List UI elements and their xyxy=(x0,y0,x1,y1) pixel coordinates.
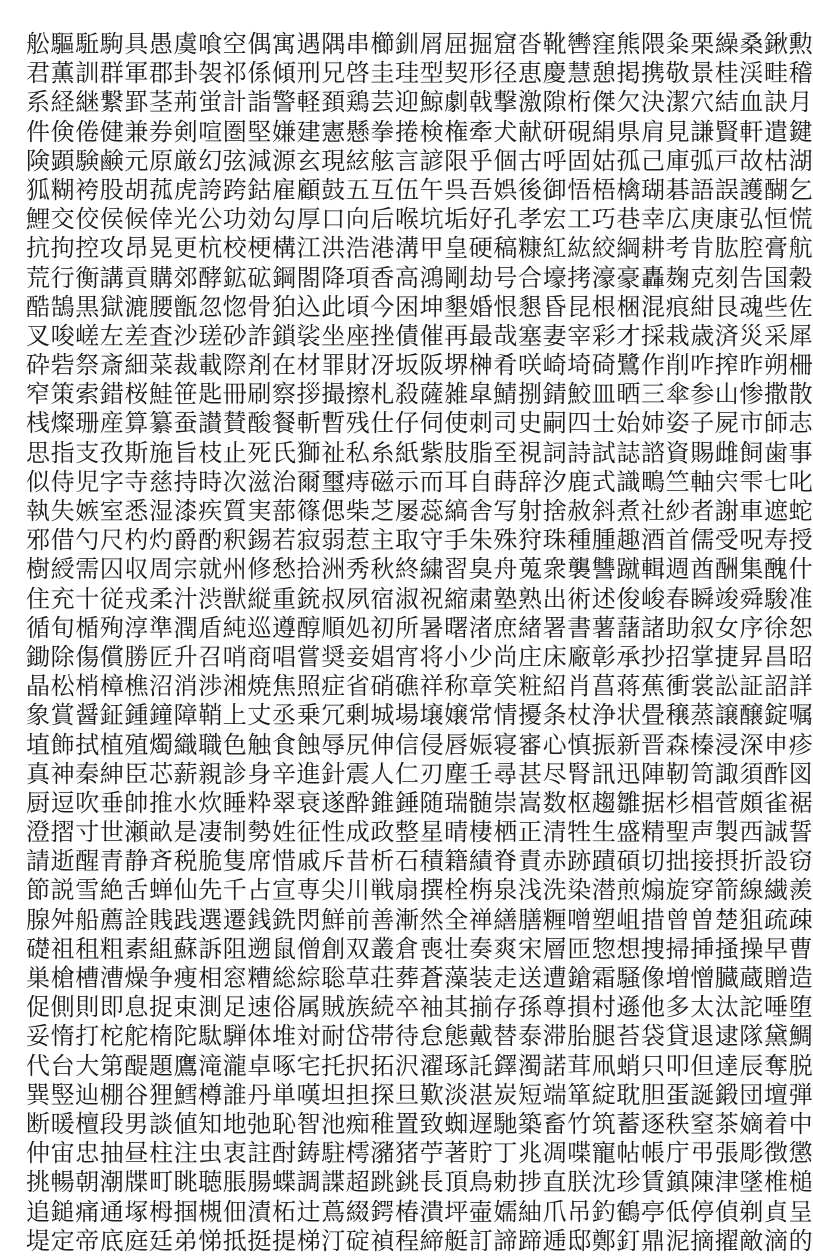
kanji-row: 巽竪辿棚谷狸鱈樽誰丹単嘆坦担探旦歎淡湛炭短端箪綻耽胆蛋誕鍛団壇弾 xyxy=(26,1080,813,1109)
kanji-row: 険顕験鹸元原厳幻弦減源玄現絃舷言諺限乎個古呼固姑孤己庫弧戸故枯湖 xyxy=(26,146,813,175)
kanji-row: 叉唆嵯左差査沙瑳砂詐鎖裟坐座挫債催再最哉塞妻宰彩才採栽歳済災采犀 xyxy=(26,321,813,350)
kanji-row: 砕砦祭斎細菜裁載際剤在材罪財冴坂阪堺榊肴咲崎埼碕鷺作削咋搾昨朔柵 xyxy=(26,351,813,380)
kanji-row: 系経継繋罫茎荊蛍計詣警軽頚鶏芸迎鯨劇戟撃激隙桁傑欠決潔穴結血訣月 xyxy=(26,88,813,117)
kanji-row: 荒行衡講貢購郊酵鉱砿鋼閤降項香高鴻剛劫号合壕拷濠豪轟麹克刻告国穀 xyxy=(26,263,813,292)
kanji-row: 鋤除傷償勝匠升召哨商唱嘗奨妾娼宵将小少尚庄床廠彰承抄招掌捷昇昌昭 xyxy=(26,642,813,671)
kanji-row: 狐糊袴股胡菰虎誇跨鈷雇顧鼓五互伍午呉吾娯後御悟梧檎瑚碁語誤護醐乞 xyxy=(26,175,813,204)
kanji-row: 挑暢朝潮牒町眺聴脹腸蝶調諜超跳銚長頂鳥勅捗直朕沈珍賃鎮陳津墜椎槌 xyxy=(26,1168,813,1197)
kanji-row: 埴飾拭植殖燭織職色触食蝕辱尻伸信侵唇娠寝審心慎振新晋森榛浸深申疹 xyxy=(26,730,813,759)
kanji-row: 断暖檀段男談値知地弛恥智池痴稚置致蜘遅馳築畜竹筑蓄逐秩窒茶嫡着中 xyxy=(26,1109,813,1138)
kanji-row: 厨逗吹垂帥推水炊睡粋翠衰遂酔錐錘随瑞髄崇嵩数枢趨雛据杉椙菅頗雀裾 xyxy=(26,788,813,817)
kanji-row: 腺舛船薦詮賎践選遷銭銑閃鮮前善漸然全禅繕膳糎噌塑岨措曾曽楚狙疏疎 xyxy=(26,905,813,934)
kanji-row: 代台大第醍題鷹滝瀧卓啄宅托択拓沢濯琢託鐸濁諾茸凧蛸只叩但達辰奪脱 xyxy=(26,1051,813,1080)
kanji-row: 堤定帝底庭廷弟悌抵挺提梯汀碇禎程締艇訂諦蹄逓邸鄭釘鼎泥摘擢敵滴的 xyxy=(26,1226,813,1255)
kanji-row: 思指支孜斯施旨枝止死氏獅祉私糸紙紫肢脂至視詞詩試誌諮資賜雌飼歯事 xyxy=(26,438,813,467)
kanji-row: 巣槍槽漕燥争痩相窓糟総綜聡草荘葬蒼藻装走送遭鎗霜騒像増憎臓蔵贈造 xyxy=(26,964,813,992)
kanji-row: 循旬楯殉淳準潤盾純巡遵醇順処初所暑曙渚庶緒署書薯藷諸助叙女序徐恕 xyxy=(26,613,813,642)
kanji-row: 舩驅駈駒具愚虞喰空偶寓遇隅串櫛釧屑屈掘窟沓靴轡窪熊隈粂栗繰桑鍬勲 xyxy=(26,30,813,58)
kanji-row: 君薫訓群軍郡卦袈祁係傾刑兄啓圭珪型契形径恵慶慧憩掲携敬景桂渓畦稽 xyxy=(26,59,813,88)
kanji-row: 請逝醒青静斉税脆隻席惜戚斥昔析石積籍績脊責赤跡蹟碩切拙接摂折設窃 xyxy=(26,847,813,876)
kanji-row: 追鎚痛通塚栂掴槻佃漬柘辻蔦綴鍔椿潰坪壷嬬紬爪吊釣鶴亭低停偵剃貞呈 xyxy=(26,1197,813,1226)
kanji-row: 晶松梢樟樵沼消渉湘焼焦照症省硝礁祥称章笑粧紹肖菖蒋蕉衝裳訟証詔詳 xyxy=(26,672,813,701)
kanji-row: 妥惰打柁舵楕陀駄騨体堆対耐岱帯待怠態戴替泰滞胎腿苔袋貸退逮隊黛鯛 xyxy=(26,1022,813,1051)
kanji-row: 真神秦紳臣芯薪親診身辛進針震人仁刃塵壬尋甚尽腎訊迅陣靭笥諏須酢図 xyxy=(26,759,813,788)
kanji-row: 澄摺寸世瀬畝是凄制勢姓征性成政整星晴棲栖正清牲生盛精聖声製西誠誓 xyxy=(26,818,813,847)
kanji-row: 桟燦珊産算纂蚕讃賛酸餐斬暫残仕仔伺使刺司史嗣四士始姉姿子屍市師志 xyxy=(26,409,813,438)
kanji-row: 窄策索錯桜鮭笹匙冊刷察拶撮擦札殺薩雑皐鯖捌錆鮫皿晒三傘参山惨撒散 xyxy=(26,380,813,409)
kanji-row: 礎祖租粗素組蘇訴阻遡鼠僧創双叢倉喪壮奏爽宋層匝惣想捜掃挿掻操早曹 xyxy=(26,934,813,963)
kanji-row: 節説雪絶舌蝉仙先千占宣専尖川戦扇撰栓栴泉浅洗染潜煎煽旋穿箭線繊羨 xyxy=(26,876,813,905)
kanji-row: 促側則即息捉束測足速俗属賊族続卒袖其揃存孫尊損村遜他多太汰詑唾堕 xyxy=(26,993,813,1022)
kanji-row: 象賞醤鉦鍾鐘障鞘上丈丞乗冗剰城場壌嬢常情擾条杖浄状畳穣蒸譲醸錠嘱 xyxy=(26,701,813,730)
kanji-row: 抗拘控攻昂晃更杭校梗構江洪浩港溝甲皇硬稿糠紅紘絞綱耕考肯肱腔膏航 xyxy=(26,234,813,263)
kanji-row: 鯉交佼侯候倖光公功効勾厚口向后喉坑垢好孔孝宏工巧巷幸広庚康弘恒慌 xyxy=(26,205,813,234)
kanji-row: 樹綬需囚収周宗就州修愁拾洲秀秋終繍習臭舟蒐衆襲讐蹴輯週酋酬集醜什 xyxy=(26,555,813,584)
kanji-row: 執失嫉室悉湿漆疾質実蔀篠偲柴芝屡蕊縞舎写射捨赦斜煮社紗者謝車遮蛇 xyxy=(26,497,813,525)
kanji-row: 仲宙忠抽昼柱注虫衷註酎鋳駐樗瀦猪苧著貯丁兆凋喋寵帖帳庁弔張彫徴懲 xyxy=(26,1139,813,1168)
kanji-row: 似侍児字寺慈持時次滋治爾璽痔磁示而耳自蒔辞汐鹿式識鴫竺軸宍雫七叱 xyxy=(26,467,813,496)
kanji-row: 住充十従戎柔汁渋獣縦重銃叔夙宿淑祝縮粛塾熟出術述俊峻春瞬竣舜駿准 xyxy=(26,584,813,613)
kanji-row: 件倹倦健兼券剣喧圏堅嫌建憲懸拳捲検権牽犬献研硯絹県肩見謙賢軒遣鍵 xyxy=(26,117,813,146)
kanji-row: 酷鵠黒獄漉腰甑忽惚骨狛込此頃今困坤墾婚恨懇昏昆根梱混痕紺艮魂些佐 xyxy=(26,292,813,321)
kanji-sheet xyxy=(26,30,813,1255)
kanji-row: 邪借勺尺杓灼爵酌釈錫若寂弱惹主取守手朱殊狩珠種腫趣酒首儒受呪寿授 xyxy=(26,526,813,555)
